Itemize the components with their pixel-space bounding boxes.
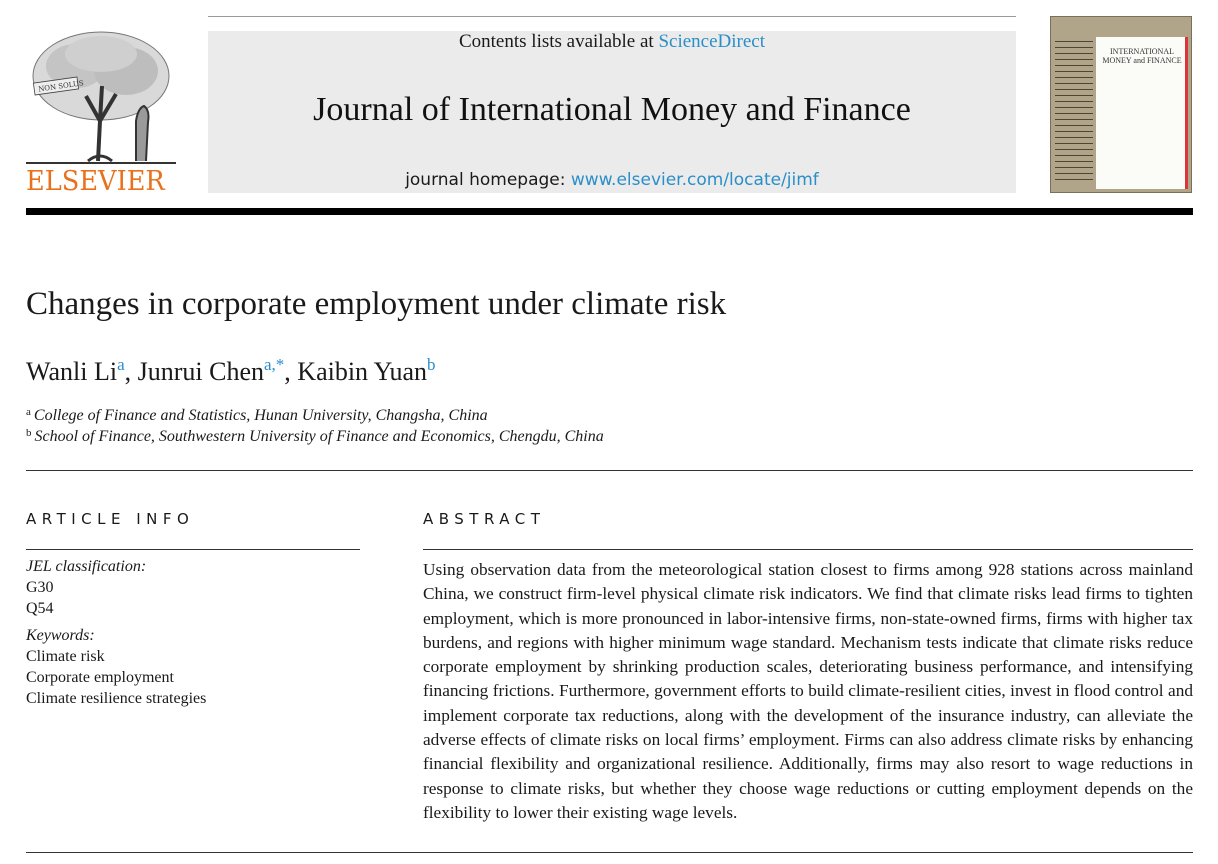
tree-icon (26, 26, 176, 166)
publisher-name: ELSEVIER (26, 166, 165, 197)
abstract-rule (423, 549, 1193, 550)
affiliation-a: $^a$ College of Finance and Statistics, Hunan University, Changsha, China (26, 406, 488, 424)
sciencedirect-link[interactable]: ScienceDirect (658, 31, 766, 52)
jel-code: Q54 (26, 600, 54, 617)
journal-homepage-link[interactable]: www.elsevier.com/locate/jimf (570, 170, 819, 190)
affiliation-b: $^b$ School of Finance, Southwestern University of Finance and Economics, Chengdu, China (26, 427, 604, 445)
keyword: Climate resilience strategies (26, 690, 207, 707)
svg-text:NON SOLUS: NON SOLUS (37, 79, 85, 94)
contents-line: Contents lists available at ScienceDirect (458, 31, 766, 52)
header-top-rule (208, 16, 1016, 17)
author-list: Wanli Li$^a$, Junrui Chen$^{a,*}$, Kaibin Yuan$^b$ (26, 355, 436, 386)
article-info-block (26, 556, 206, 709)
keyword: Corporate employment (26, 669, 174, 686)
cover-contents-lines (1055, 41, 1093, 185)
article-info-rule (26, 549, 360, 550)
homepage-line: journal homepage: www.elsevier.com/locate/jimf (405, 170, 819, 190)
jel-code: G30 (26, 579, 54, 596)
article-info-heading: ARTICLE INFO (26, 510, 195, 528)
bottom-rule (26, 852, 1193, 853)
author-name[interactable]: Junrui Chen (137, 357, 264, 386)
section-divider (26, 470, 1193, 471)
author-affiliation-mark[interactable]: a,* (264, 355, 285, 374)
author-name[interactable]: Kaibin Yuan (297, 357, 428, 386)
author-name[interactable]: Wanli Li (26, 357, 118, 386)
journal-title[interactable]: Journal of International Money and Finance (313, 91, 911, 128)
author-affiliation-mark[interactable]: b (427, 355, 436, 374)
author-affiliation-mark[interactable]: a (117, 355, 125, 374)
journal-cover-thumbnail[interactable] (1050, 16, 1192, 193)
jel-label: JEL classification: (26, 558, 147, 575)
abstract-heading: ABSTRACT (423, 510, 546, 528)
cover-title-panel (1096, 37, 1188, 189)
keyword: Climate risk (26, 648, 105, 665)
cover-title: INTERNATIONAL MONEY and FINANCE (1102, 47, 1182, 65)
article-title: Changes in corporate employment under climate risk (26, 286, 727, 322)
journal-masthead (208, 31, 1016, 193)
header-thick-rule (26, 208, 1193, 215)
keywords-label: Keywords: (26, 627, 95, 644)
abstract-text: Using observation data from the meteorological station closest to firms among 928 stations across mainland China, we construct firm-level physical climate risk indicators. We find that climate risks lead firms to tighten employment, which is more pronounced in labor-intensive firms, non-state-owned firms, firms with higher tax burdens, and regions with higher minimum wage standard. Mechanism tests indicate that climate risks reduce corporate employment by shrinking production scales, deteriorating business performance, and intensifying financing frictions. Furthermore, government efforts to build climate-resilient cities, invest in flood control and implement corporate tax reductions, along with the development of the insurance industry, can alleviate the adverse effects of climate risks on local firms’ employment. Firms can also address climate risks by enhancing financial flexibility and organizational resilience. Additionally, firms may also resort to wage reductions in response to climate risks, but whether they choose wage reductions or cutting employment depends on the flexibility to lower their existing wage levels. (423, 560, 1193, 822)
